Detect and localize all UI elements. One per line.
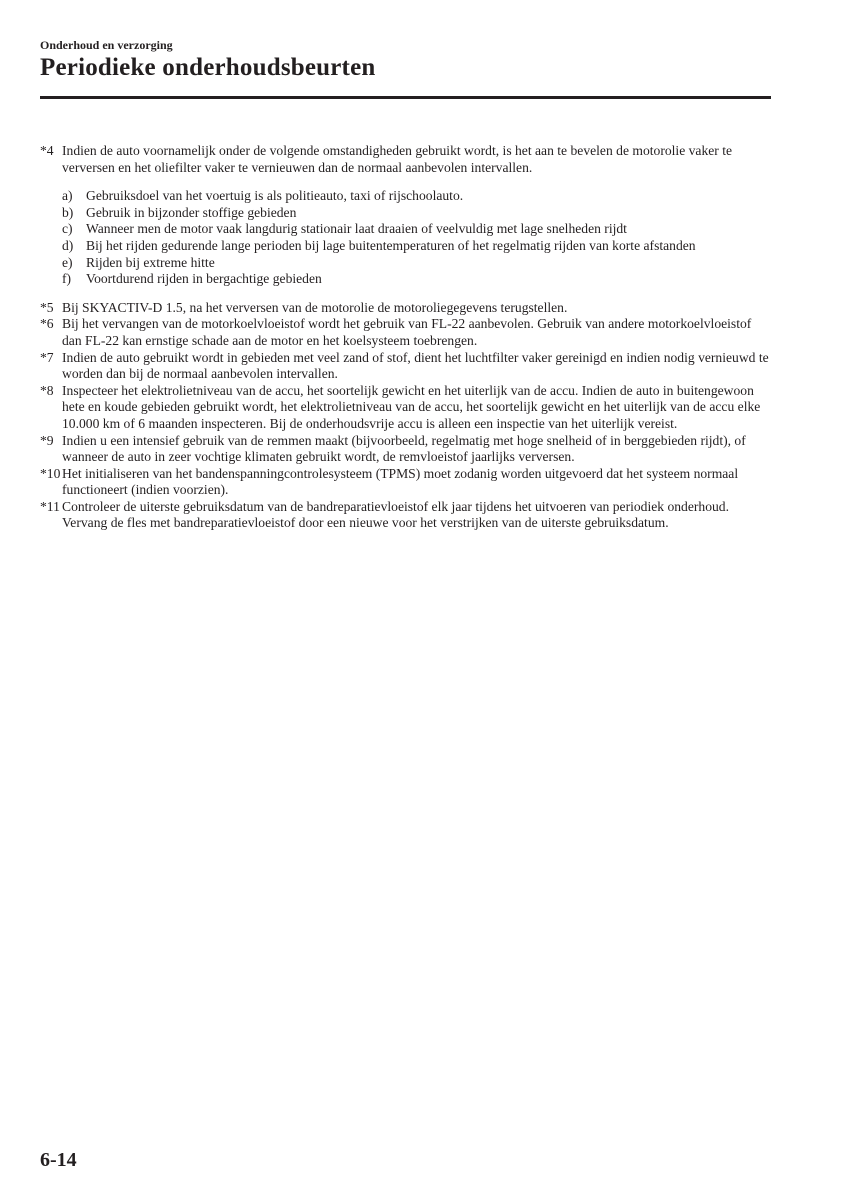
footnote-5 bbox=[40, 300, 770, 317]
list-item bbox=[62, 188, 770, 205]
footnote-marker: *9 bbox=[40, 432, 54, 448]
footnotes bbox=[40, 143, 770, 532]
footnote-marker: *10 bbox=[40, 465, 61, 481]
list-item-text: Voortdurend rijden in bergachtige gebieden bbox=[86, 271, 322, 287]
footnote-4 bbox=[40, 143, 770, 176]
footnote-text: Bij het vervangen van de motorkoelvloeistof wordt het gebruik van FL-22 aanbevolen. Gebruik van andere motorkoelvloeistof dan FL-22 kan ernstige schade aan de motor en het koelsysteem toebrengen. bbox=[62, 316, 752, 348]
list-item-text: Wanneer men de motor vaak langdurig stationair laat draaien of veelvuldig met lage snelheden rijdt bbox=[86, 221, 627, 237]
footnote-marker: *8 bbox=[40, 382, 54, 398]
list-item bbox=[62, 221, 770, 238]
footnote-text: Indien de auto gebruikt wordt in gebieden met veel zand of stof, dient het luchtfilter vaker gereinigd en indien nodig vernieuwd te worden dan bij de normaal aanbevolen intervallen. bbox=[62, 349, 769, 382]
list-item bbox=[62, 205, 770, 222]
footnote-marker: *7 bbox=[40, 349, 54, 365]
footnote-text: Indien de auto voornamelijk onder de volgende omstandigheden gebruikt wordt, is het aan te bevelen de motorolie vaker te verversen en het oliefilter vaker te vernieuwen dan de normaal aanbevolen intervallen. bbox=[62, 143, 733, 175]
section-label: Onderhoud en verzorging bbox=[40, 38, 173, 52]
list-item-text: Gebruiksdoel van het voertuig is als politieauto, taxi of rijschoolauto. bbox=[86, 188, 464, 204]
list-item-text: Bij het rijden gedurende lange perioden bij lage buitentemperaturen of het regelmatig rijden van korte afstanden bbox=[86, 237, 696, 253]
footnote-text: Inspecteer het elektrolietniveau van de accu, het soortelijk gewicht en het uiterlijk van de accu. Indien de auto in buitengewoon hete en koude gebieden gebruikt wordt, het elektrolietniveau van de accu, het soortelijk gewicht en het uiterlijk van de accu elke 10.000 km of 6 maanden inspecteren. Bij de onderhoudsvrije accu is alleen een inspectie van het uiterlijk vereist. bbox=[62, 382, 761, 431]
list-item-marker: b) bbox=[62, 204, 74, 220]
list-item-marker: c) bbox=[62, 221, 73, 237]
list-item-marker: d) bbox=[62, 237, 74, 253]
page-title: Periodieke onderhoudsbeurten bbox=[40, 54, 376, 81]
condition-list bbox=[62, 188, 770, 288]
list-item-marker: e) bbox=[62, 254, 73, 270]
list-item bbox=[62, 238, 770, 255]
footnote-7 bbox=[40, 350, 770, 383]
list-item-marker: f) bbox=[62, 271, 72, 287]
list-item-text: Gebruik in bijzonder stoffige gebieden bbox=[86, 204, 297, 220]
footnote-8 bbox=[40, 383, 770, 433]
footnote-text: Het initialiseren van het bandenspanningcontrolesysteem (TPMS) moet zodanig worden uitgevoerd dat het systeem normaal functioneert (indien voorzien). bbox=[62, 465, 739, 498]
list-item bbox=[62, 271, 770, 288]
footnote-11 bbox=[40, 499, 770, 532]
list-item-text: Rijden bij extreme hitte bbox=[86, 254, 215, 270]
page-number: 6-14 bbox=[40, 1149, 77, 1171]
footnote-text: Controleer de uiterste gebruiksdatum van de bandreparatievloeistof elk jaar tijdens het uitvoeren van periodiek onderhoud. Vervang de fles met bandreparatievloeistof door een nieuwe voor het verstrijken van de uiterste gebruiksdatum. bbox=[62, 498, 730, 531]
footnote-text: Indien u een intensief gebruik van de remmen maakt (bijvoorbeeld, regelmatig met hoge snelheid of in berggebieden rijdt), of wanneer de auto in zeer vochtige klimaten gebruikt wordt, de remvloeistof jaarlijks verversen. bbox=[62, 432, 746, 465]
footnote-9 bbox=[40, 433, 770, 466]
footnote-6 bbox=[40, 316, 770, 349]
list-item-marker: a) bbox=[62, 188, 73, 204]
footnote-marker: *11 bbox=[40, 498, 60, 514]
title-divider bbox=[40, 96, 771, 99]
footnote-marker: *4 bbox=[40, 143, 54, 158]
footnote-marker: *6 bbox=[40, 316, 54, 332]
footnote-10 bbox=[40, 466, 770, 499]
footnote-marker: *5 bbox=[40, 299, 54, 315]
list-item bbox=[62, 255, 770, 272]
footnote-text: Bij SKYACTIV-D 1.5, na het verversen van de motorolie de motoroliegegevens terugstellen. bbox=[62, 299, 568, 315]
